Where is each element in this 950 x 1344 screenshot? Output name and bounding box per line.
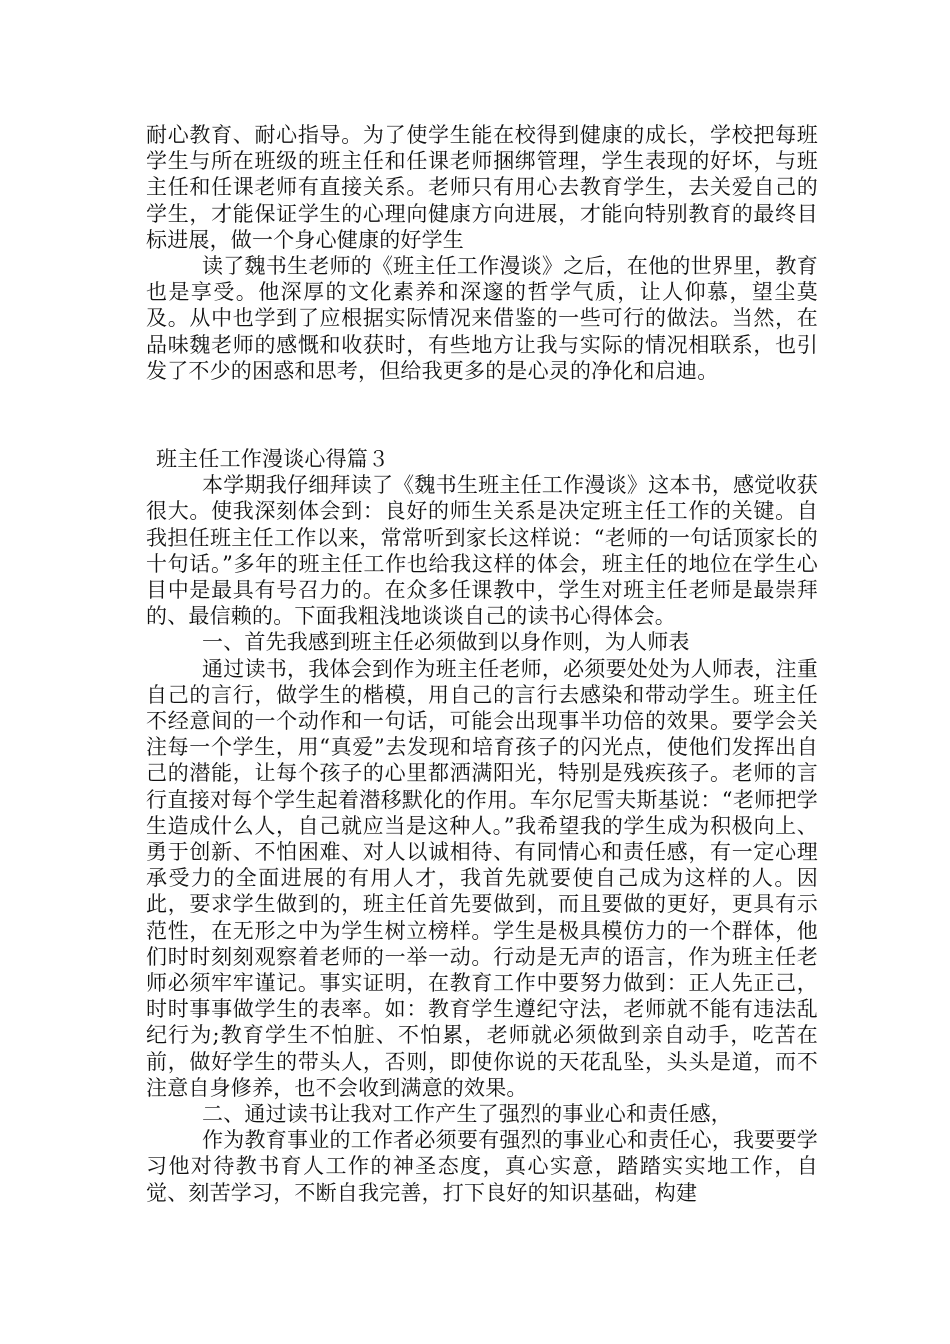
paragraph-intro: 本学期我仔细拜读了《魏书生班主任工作漫谈》这本书，感觉收获很大。使我深刻体会到：良好的师生关系是决定班主任工作的关键。自我担任班主任工作以来，常常听到家长这样说：“老师的一句话顶家长的十句话。”多年的班主任工作也给我这样的体会，班主任的地位在学生心目中是最具有号召力的。在众多任课教中，学生对班主任老师是最崇拜的、最信赖的。下面我粗浅地谈谈自己的读书心得体会。 [146, 473, 818, 629]
paragraph-point-one-body: 通过读书，我体会到作为班主任老师，必须要处处为人师表，注重自己的言行，做学生的楷模，用自己的言行去感染和带动学生。班主任不经意间的一个动作和一句话，可能会出现事半功倍的效果。要学会关注每一个学生，用“真爱”去发现和培育孩子的闪光点，使他们发挥出自己的潜能，让每个孩子的心里都洒满阳光，特别是残疾孩子。老师的言行直接对每个学生起着潜移默化的作用。车尔尼雪夫斯基说：“老师把学生造成什么人，自己就应当是这种人。”我希望我的学生成为积极向上、勇于创新、不怕困难、对人以诚相待、有同情心和责任感，有一定心理承受力的全面进展的有用人才，我首先就要使自己成为这样的人。因此，要求学生做到的，班主任首先要做到，而且要做的更好，更具有示范性，在无形之中为学生树立榜样。学生是极具模仿力的一个群体，他们时时刻刻观察着老师的一举一动。行动是无声的语言，作为班主任老师必须牢牢谨记。事实证明，在教育工作中要努力做到：正人先正己，时时事事做学生的表率。如：教育学生遵纪守法，老师就不能有违法乱纪行为;教育学生不怕脏、不怕累，老师就必须做到亲自动手，吃苦在前，做好学生的带头人，否则，即使你说的天花乱坠，头头是道，而不注意自身修养，也不会收到满意的效果。 [146, 656, 818, 1100]
text-block-top [146, 122, 818, 384]
paragraph-point-one-title: 一、首先我感到班主任必须做到以身作则，为人师表 [202, 630, 690, 655]
paragraph-continuation: 耐心教育、耐心指导。为了使学生能在校得到健康的成长，学校把每班学生与所在班级的班主任和任课老师捆绑管理，学生表现的好坏，与班主任和任课老师有直接关系。老师只有用心去教育学生，去关爱自己的学生，才能保证学生的心理向健康方向进展，才能向特别教育的最终目标进展，做一个身心健康的好学生 [146, 123, 818, 252]
section-heading: 班主任工作漫谈心得篇３ [156, 447, 390, 471]
paragraph-point-two-body: 作为教育事业的工作者必须要有强烈的事业心和责任心，我要要学习他对待教书育人工作的神圣态度，真心实意，踏踏实实地工作，自觉、刻苦学习，不断自我完善，打下良好的知识基础，构建 [146, 1128, 818, 1205]
text-block-section-3 [146, 446, 818, 1206]
paragraph-reading-reflection: 读了魏书生老师的《班主任工作漫谈》之后，在他的世界里，教育也是享受。他深厚的文化素养和深邃的哲学气质，让人仰慕，望尘莫及。从中也学到了应根据实际情况来借鉴的一些可行的做法。当然，在品味魏老师的感慨和收获时，有些地方让我与实际的情况相联系，也引发了不少的困惑和思考，但给我更多的是心灵的净化和启迪。 [146, 254, 818, 383]
paragraph-point-two-title: 二、通过读书让我对工作产生了强烈的事业心和责任感， [202, 1102, 732, 1127]
